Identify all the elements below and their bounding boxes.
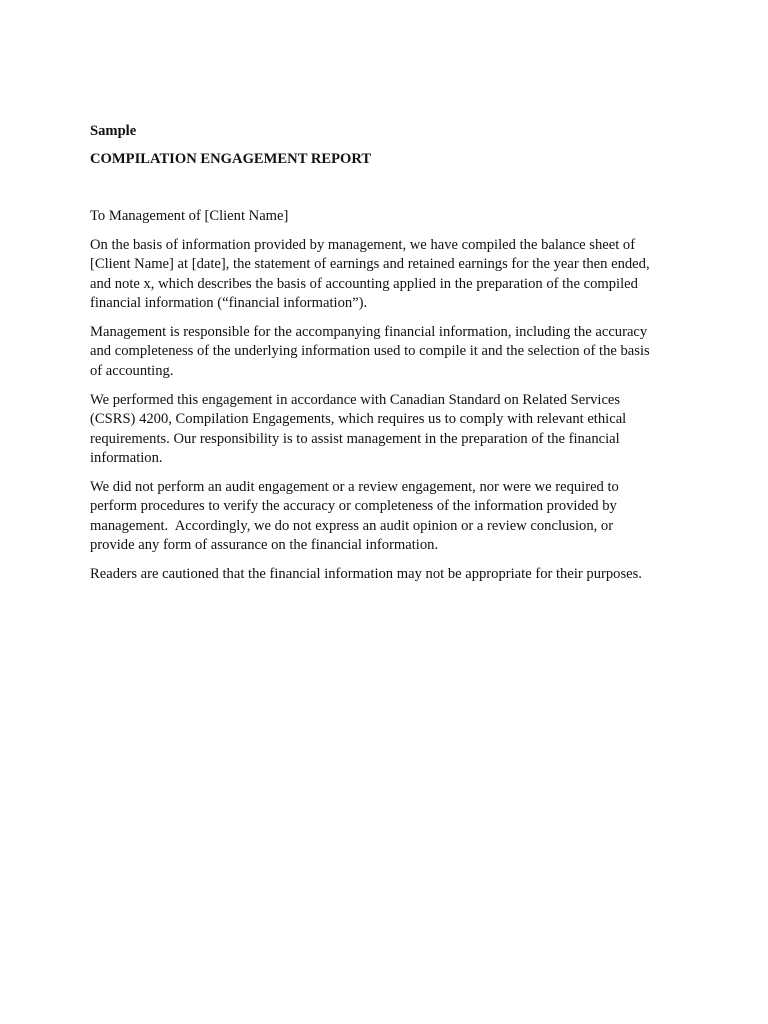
paragraph-line: Management is responsible for the accompanying financial information, including the accuracy	[90, 324, 648, 341]
paragraph-line: requirements. Our responsibility is to assist management in the preparation of the financial	[90, 430, 620, 447]
paragraph-line: [Client Name] at [date], the statement of earnings and retained earnings for the year then ended,	[90, 256, 650, 273]
report-title: COMPILATION ENGAGEMENT REPORT	[90, 151, 372, 168]
paragraph-compiled-statement	[90, 236, 676, 314]
paragraph-line: We performed this engagement in accordance with Canadian Standard on Related Services	[90, 391, 621, 408]
sample-label: Sample	[90, 123, 137, 139]
paragraph-no-assurance	[90, 478, 676, 556]
salutation	[90, 207, 676, 226]
paragraph-line: We did not perform an audit engagement or a review engagement, nor were we required to	[90, 479, 619, 496]
paragraph-line: and completeness of the underlying information used to compile it and the selection of the basis	[90, 343, 650, 360]
paragraph-line: financial information (“financial information”).	[90, 295, 368, 312]
paragraph-line: (CSRS) 4200, Compilation Engagements, which requires us to comply with relevant ethical	[90, 411, 627, 428]
paragraph-line: On the basis of information provided by management, we have compiled the balance sheet of	[90, 236, 636, 253]
paragraph-csrs-standard	[90, 391, 676, 469]
paragraph-management-responsibility	[90, 323, 676, 381]
paragraph-line: perform procedures to verify the accuracy or completeness of the information provided by	[90, 498, 617, 515]
paragraph-readers-cautioned	[90, 565, 676, 584]
salutation-line: To Management of [Client Name]	[90, 207, 289, 224]
paragraph-line: management. Accordingly, we do not express an audit opinion or a review conclusion, or	[90, 517, 614, 534]
document-body	[90, 122, 676, 594]
paragraph-line: and note x, which describes the basis of accounting applied in the preparation of the compiled	[90, 275, 638, 292]
paragraph-line: information.	[90, 450, 163, 467]
paragraph-line: Readers are cautioned that the financial information may not be appropriate for their purposes.	[90, 566, 642, 583]
paragraph-line: provide any form of assurance on the financial information.	[90, 537, 439, 554]
paragraph-line: of accounting.	[90, 362, 174, 379]
